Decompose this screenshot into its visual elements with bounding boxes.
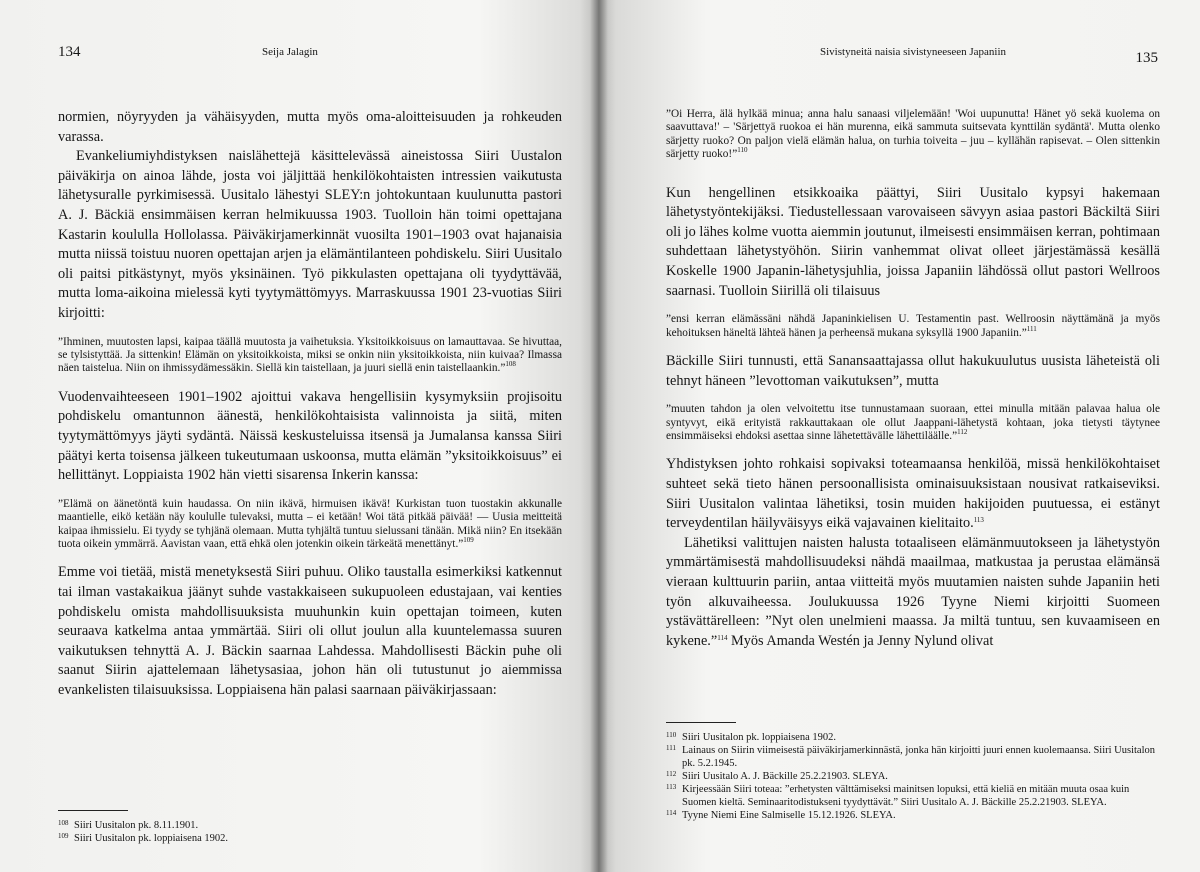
paragraph — [666, 534, 1160, 652]
quote-text: ”Oi Herra, älä hylkää minua; anna halu sanaasi viljelemään! 'Woi uupunutta! Hänet yö sekä kuolema on saavuttava!' – 'Särjettyä ruokoa ei hän murenna, eikä sammuta suitsevata kynttilän sydäntä'. Mutta olenko särjetty ruoko? On paljon vielä elämän halua, on turhia toiveita – juu – kyllähän rapisevat. – Olen sittenkin särjetty ruoko!” — [666, 108, 1160, 161]
block-quote — [666, 313, 1160, 340]
right-page-header — [666, 44, 1160, 68]
block-quote — [666, 108, 1160, 162]
page-number: 134 — [58, 44, 81, 60]
footnotes — [666, 722, 1160, 822]
footnote-number: 114 — [666, 809, 677, 817]
footnote-text: Siiri Uusitalon pk. loppiaisena 1902. — [74, 833, 228, 844]
footnote-text: Lainaus on Siirin viimeisestä päiväkirjamerkinnästä, jonka hän kirjoitti juuri ennen kuolemaansa. Siiri Uusitalon pk. 5.2.1945. — [682, 745, 1155, 769]
footnotes — [58, 810, 562, 845]
running-head: Sivistyneitä naisia sivistyneeseen Japaniin — [820, 46, 1007, 58]
footnote-ref: 114 — [717, 633, 728, 642]
left-page — [0, 0, 598, 872]
paragraph: normien, nöyryyden ja vähäisyyden, mutta myös oma-aloitteisuuden ja rohkeuden varassa. — [58, 109, 562, 145]
block-quote — [58, 336, 562, 376]
footnote — [666, 783, 1160, 809]
paragraph-text: Yhdistyksen johto rohkaisi sopivaksi toteamaansa henkilöä, missä henkilökohtaiset suhteet sekä tieto hänen persoonallisista ominaisuuksistaan nousivat ratkaiseviksi. Siiri Uusitalon valintaa lähetiksi, tosin muiden hakijoiden puutuessa, ei estänyt terveydentilan häilyväisyys eikä vajavainen kielitaito. — [666, 456, 1160, 532]
paragraph — [666, 455, 1160, 533]
paragraph: Evankeliumiyhdistyksen naislähettejä käsittelevässä aineistossa Siiri Uustalon päiväkirja on ainoa lähde, josta voi jäljittää henkilökohtaisten intressien vaikutusta lähetysuralle pyrkimisessä. Uusitalo lähestyi SLEY:n johtokuntaan kuulunutta pastori A. J. Bäckiä ensimmäisen kerran helmikuussa 1903. Tuolloin hän toimi opettajana Kastarin koululla Hollolassa. Päiväkirjamerkinnät vuosilta 1901–1903 ovat hajanaisia mutta niissä toistuu nuoren opettajan arjen ja elämäntilanteen pohdiskelu. Siiri Uusitalo oli paitsi pitkästynyt, myös yksinäinen. Työ pikkulasten opettajana oli tyydyttävää, mutta loma-aikoina mielessä kyti tyytymättömyys. Marraskuussa 1901 23-vuotias Siiri kirjoitti: — [58, 148, 562, 321]
footnote-ref: 109 — [463, 535, 474, 544]
footnote-number: 111 — [666, 744, 676, 752]
paragraph: Vuodenvaihteeseen 1901–1902 ajoittui vakava hengellisiin kysymyksiin projisoitu pohdiskelu omantunnon äänestä, henkilökohtaisista valinnoista ja siitä, miten tyytymättömyys jäyti sydäntä. Näissä keskusteluissa itsensä ja Jumalansa kanssa Siiri päätyi kerta toisensa jälkeen tukeutumaan uskoonsa, mutta elämän ”yksitoikkoisuus” ei hellittänyt. Loppiaista 1902 hän vietti sisarensa Inkerin kanssa: — [58, 388, 562, 484]
footnote-text: Tyyne Niemi Eine Salmiselle 15.12.1926. SLEYA. — [682, 810, 896, 821]
quote-text: ”ensi kerran elämässäni nähdä Japaninkielisen U. Testamentin past. Wellroosin näyttämänä ja myös kehoituksen häneltä lähteä hänen ja perheensä mukana syksyllä 1900 Japaniin.” — [666, 313, 1160, 339]
book-gutter — [590, 0, 608, 872]
footnote-ref: 111 — [1026, 324, 1037, 333]
footnote-text: Siiri Uusitalo A. J. Bäckille 25.2.21903. SLEYA. — [682, 771, 888, 782]
footnote-number: 108 — [58, 819, 69, 827]
paragraph-text: Lähetiksi valittujen naisten halusta totaaliseen elämänmuutokseen ja lähetystyön ymmärtämisestä mahdollisuudeksi nähdä maailmaa, matkustaa ja perustaa elämänsä vieraan kulttuurin pariin, antaa viitteitä myös muutamien naisten suhde Japaniin heti työn alkuvaiheessa. Joulukuussa 1926 Tyyne Niemi kirjoitti Suomeen ystävättärelleen: ”Nyt olen unelmieni maassa. Ja miltä tuntuu, sen kuvaamiseen en kykene.” — [666, 534, 1160, 649]
footnote — [666, 770, 1160, 783]
footnote-text: Siiri Uusitalon pk. 8.11.1901. — [74, 820, 199, 831]
footnote-number: 109 — [58, 832, 69, 840]
page-number: 135 — [1135, 50, 1158, 66]
right-page — [598, 0, 1200, 872]
footnote-rule — [58, 810, 128, 811]
footnote-number: 110 — [666, 731, 677, 739]
left-page-header — [58, 44, 562, 68]
paragraph: Bäckille Siiri tunnusti, että Sanansaattajassa ollut hakukuulutus uusista läheteistä oli tehnyt häneen ”levottoman vaikutuksen”, mutta — [666, 353, 1160, 389]
footnote-ref: 112 — [957, 428, 968, 436]
footnote — [666, 809, 1160, 822]
footnote-ref: 110 — [737, 146, 748, 155]
footnote-text: Kirjeessään Siiri toteaa: ”erhetysten välttämiseksi mainitsen lopuksi, että kieliä en mitään muuta osaa kuin Suomen kieltä. Seminaaritodistukseni tyydyttävät.” Siiri Uusitalo A. J. Bäckille 25.2.21903. SLEYA. — [682, 784, 1130, 808]
footnote-ref: 108 — [505, 360, 516, 369]
paragraph: Emme voi tietää, mistä menetyksestä Siiri puhuu. Oliko taustalla esimerkiksi katkennut tai ilman vastakaikua jäänyt suhde vastakkaiseen sukupuoleen edustajaan, vai kenties pohdiskelu omista mahdollisuuksista muuhunkin kuin opettajan toimeen, kuten seuraava katkelma antaa ymmärtää. Siiri oli ollut joulun alla kuuntelemassa suuren vaikutuksen tehnyttä A. J. Bäckin saarnaa Lahdessa. Mahdollisesti Bäckin puhe oli saanut Siirin ajattelemaan lähetysasiaa, johon hän oli tutustunut jo aiemmissa evankelisten tilaisuuksissa. Loppiaisena hän palasi saarnaan päiväkirjassaan: — [58, 564, 562, 698]
footnote — [58, 819, 562, 832]
footnote-ref: 113 — [973, 516, 984, 525]
footnote-number: 113 — [666, 783, 677, 791]
block-quote — [666, 403, 1160, 443]
paragraph: Kun hengellinen etsikkoaika päättyi, Siiri Uusitalo kypsyi hakemaan lähetystyöntekijäksi. Tiedustellessaan varovaiseen sävyyn asiaa pastori Bäckiltä Siiri oli jo lähes kolme vuotta aiemmin joutunut, ilmeisesti ensimmäisen kerran, pohtimaan suhdettaan lähetystyöhön. Siirin vanhemmat olivat olleet järjestämässä kesällä Koskelle 1900 Japanin-lähetysjuhlia, joissa Japaniin lähdössä ollut pastori Wellroos saarnasi. Tuolloin Siirillä oli tilaisuus — [666, 184, 1160, 299]
footnote-rule — [666, 722, 736, 723]
footnote — [666, 731, 1160, 744]
right-page-body — [666, 108, 1160, 651]
footnote — [666, 744, 1160, 770]
footnote-text: Siiri Uusitalon pk. loppiaisena 1902. — [682, 732, 836, 743]
footnote — [58, 832, 562, 845]
quote-text: ”muuten tahdon ja olen velvoitettu itse tunnustamaan suoraan, ettei minulla mitään palavaa halua ole syntyvyt, eikä erityistä rakkauttakaan ole ollut Jaappani-lähetystä kohtaan, joka tietysti täytynee ensimmäiseksi ehdoksi asettaa sinne lähetettävälle lähettiläälle.” — [666, 403, 1160, 442]
paragraph-text: Myös Amanda Westén ja Jenny Nylund olivat — [727, 632, 994, 649]
quote-text: ”Elämä on äänetöntä kuin haudassa. On niin ikävä, hirmuisen ikävä! Kurkistan tuon tuostakin akkunalle maantielle, eikö ketään näy koululle tulevaksi, mutta – ei ketään! Woi tätä pitkää päivää! — Uusia meitteitä kaipaa ihmissielu. Ei tyydy se tyhjänä olemaan. Mutta tyhjältä tuntuu sielussani tänään. Mikä niin? En itsekään tuota oikein ymmärrä. Aavistan vaan, että ehkä olen jotenkin oikein tärkeätä menettänyt.” — [58, 497, 562, 550]
quote-text: ”Ihminen, muutosten lapsi, kaipaa täällä muutosta ja vaihetuksia. Yksitoikkoisuus on lamauttavaa. Se hivuttaa, se tylsistyttää. Ja sittenkin! Elämän on yksitoikkoista, miksi se onkin niin yksitoikkoista, niin kuivaa? Ilmassa näen taistelua. Niin on ihmissydämessäkin. Siellä kin taistellaan, ja juuri siellä enin taistellaankin.” — [58, 335, 562, 375]
left-page-body — [58, 108, 562, 701]
block-quote — [58, 498, 562, 552]
running-head: Seija Jalagin — [262, 46, 318, 58]
footnote-number: 112 — [666, 770, 677, 778]
